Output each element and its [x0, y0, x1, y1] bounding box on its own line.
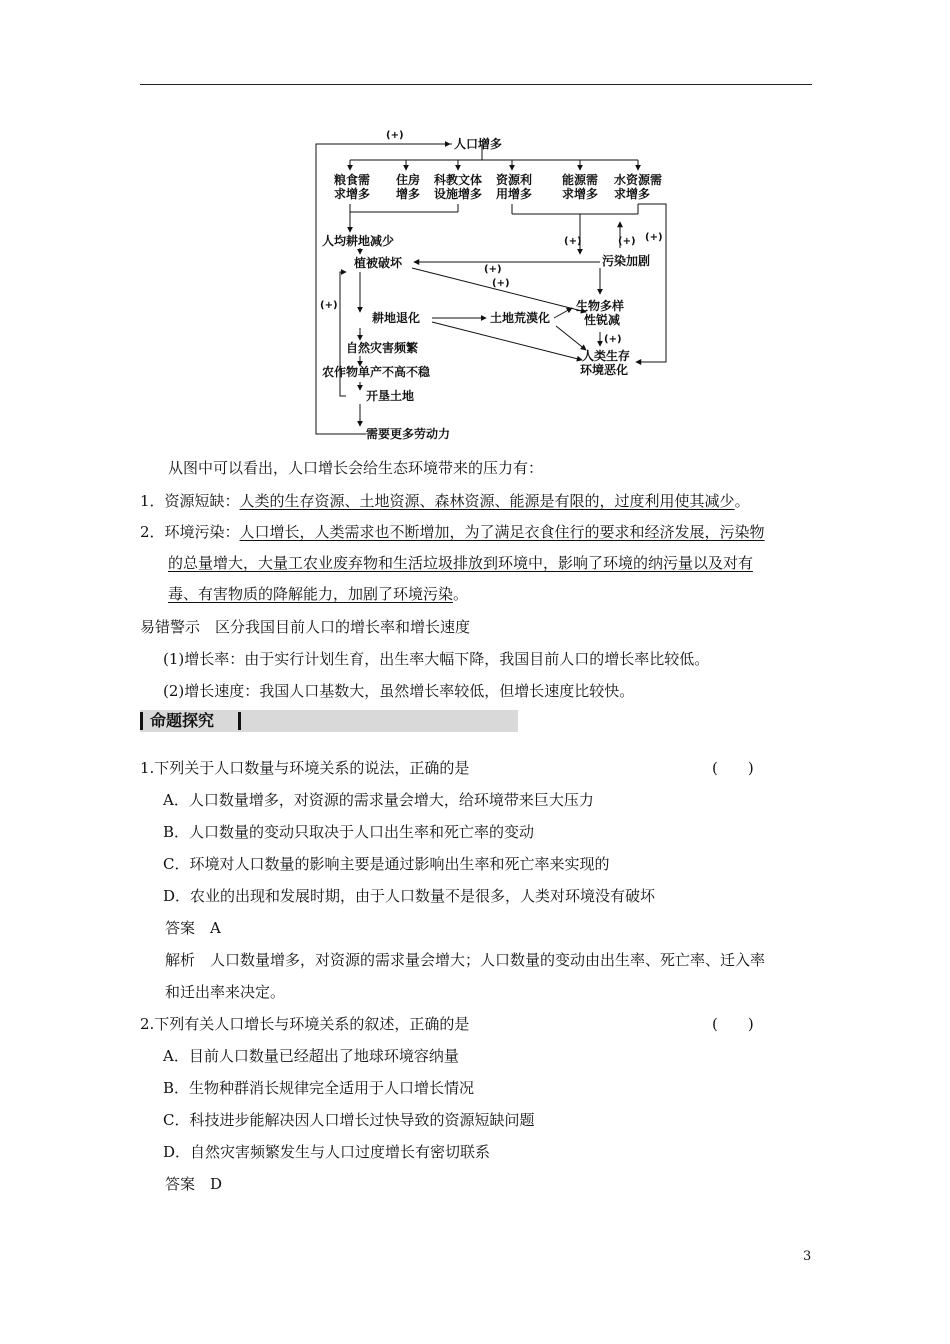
point-pollution: 2．环境污染：人口增长，人类需求也不断增加，为了满足衣食住行的要求和经济发展，污染物 [140, 523, 765, 541]
question-1-option-d: D．农业的出现和发展时期，由于人口数量不是很多，人类对环境没有破坏 [163, 887, 656, 905]
need-node-2-line-0: 科教文体 [434, 173, 483, 187]
node-biodiv-2: 性锐减 [584, 313, 621, 327]
need-node-3-line-0: 资源利 [496, 173, 533, 187]
question-2-answer: 答案 D [165, 1175, 223, 1193]
node-env-2: 环境恶化 [580, 363, 629, 377]
question-1-answer: 答案 A [165, 919, 221, 937]
plus-label: (+) [645, 232, 663, 243]
point-pollution-line3: 毒、有害物质的降解能力，加剧了环境污染。 [168, 585, 469, 603]
plus-label: (+) [564, 236, 582, 247]
point-pollution-line2: 的总量增大，大量工农业废弃物和生活垃圾排放到环境中，影响了环境的纳污量以及对有 [168, 554, 754, 572]
question-1-answer-blank: ( ) [712, 759, 754, 777]
node-biodiv-1: 生物多样 [576, 299, 625, 313]
need-node-1-line-1: 增多 [396, 187, 421, 201]
need-node-5-line-1: 求增多 [614, 187, 651, 201]
plus-label: (+) [484, 264, 502, 275]
question-1-analysis: 解析 人口数量增多，对资源的需求量会增大；人口数量的变动由出生率、死亡率、迁入率 [165, 951, 766, 969]
question-2-stem: 2.下列有关人口增长与环境关系的叙述，正确的是 [140, 1015, 470, 1033]
question-1-analysis-line2: 和迁出率来决定。 [165, 983, 286, 1001]
question-2-answer-blank: ( ) [712, 1015, 754, 1033]
node-vegetation: 植被破坏 [354, 256, 403, 270]
question-2-option-c: C．科技进步能解决因人口增长过快导致的资源短缺问题 [163, 1111, 535, 1129]
node-yield: 农作物单产不高不稳 [322, 365, 431, 379]
section-bar-right [238, 712, 241, 730]
plus-label: (+) [386, 130, 404, 141]
need-node-4-line-1: 求增多 [562, 187, 599, 201]
node-top: 人口增多 [454, 137, 503, 151]
question-2-option-a: A．目前人口数量已经超出了地球环境容纳量 [163, 1047, 459, 1065]
plus-label: (+) [618, 236, 636, 247]
need-node-0-line-1: 求增多 [334, 187, 371, 201]
need-node-5-line-0: 水资源需 [614, 173, 663, 187]
header-rule [140, 84, 812, 85]
section-bar-left [140, 712, 143, 730]
node-reclaim: 开垦土地 [366, 389, 415, 403]
node-disaster: 自然灾害频繁 [346, 341, 419, 355]
plus-label: (+) [320, 300, 338, 311]
node-farmland: 人均耕地减少 [322, 234, 395, 248]
node-labor: 需要更多劳动力 [366, 427, 451, 441]
question-1-option-c: C．环境对人口数量的影响主要是通过影响出生率和死亡率来实现的 [163, 855, 610, 873]
need-nodes [334, 172, 662, 201]
need-node-0-line-0: 粮食需 [334, 173, 371, 187]
node-pollution: 污染加剧 [602, 254, 651, 268]
question-2-option-b: B．生物种群消长规律完全适用于人口增长情况 [163, 1079, 475, 1097]
node-degrade: 耕地退化 [372, 311, 421, 325]
need-node-2-line-1: 设施增多 [434, 187, 483, 201]
question-2-option-d: D．自然灾害频繁发生与人口过度增长有密切联系 [163, 1143, 491, 1161]
question-1-stem: 1.下列关于人口数量与环境关系的说法，正确的是 [140, 759, 470, 777]
need-node-4-line-0: 能源需 [562, 173, 599, 187]
point-resources: 1．资源短缺：人类的生存资源、土地资源、森林资源、能源是有限的，过度利用使其减少。 [140, 492, 750, 510]
warning-title: 易错警示 区分我国目前人口的增长率和增长速度 [140, 618, 471, 636]
page-number: 3 [803, 1249, 812, 1264]
need-node-3-line-1: 用增多 [496, 187, 533, 201]
need-node-1-line-0: 住房 [396, 173, 421, 187]
intro-text: 从图中可以看出，人口增长会给生态环境带来的压力有： [168, 459, 544, 477]
section-title: 命题探究 [150, 711, 215, 730]
question-1-option-a: A．人口数量增多，对资源的需求量会增大，给环境带来巨大压力 [163, 791, 594, 809]
plus-label: (+) [604, 334, 622, 345]
node-env-1: 人类生存 [582, 349, 631, 363]
warning-growth-speed: (2)增长速度：我国人口基数大，虽然增长率较低，但增长速度比较快。 [163, 682, 635, 700]
population-environment-diagram [300, 122, 680, 446]
node-desert: 土地荒漠化 [490, 311, 551, 325]
question-1-option-b: B．人口数量的变动只取决于人口出生率和死亡率的变动 [163, 823, 535, 841]
warning-growth-rate: (1)增长率：由于实行计划生育，出生率大幅下降，我国目前人口的增长率比较低。 [163, 650, 710, 668]
plus-label: (+) [492, 278, 510, 289]
